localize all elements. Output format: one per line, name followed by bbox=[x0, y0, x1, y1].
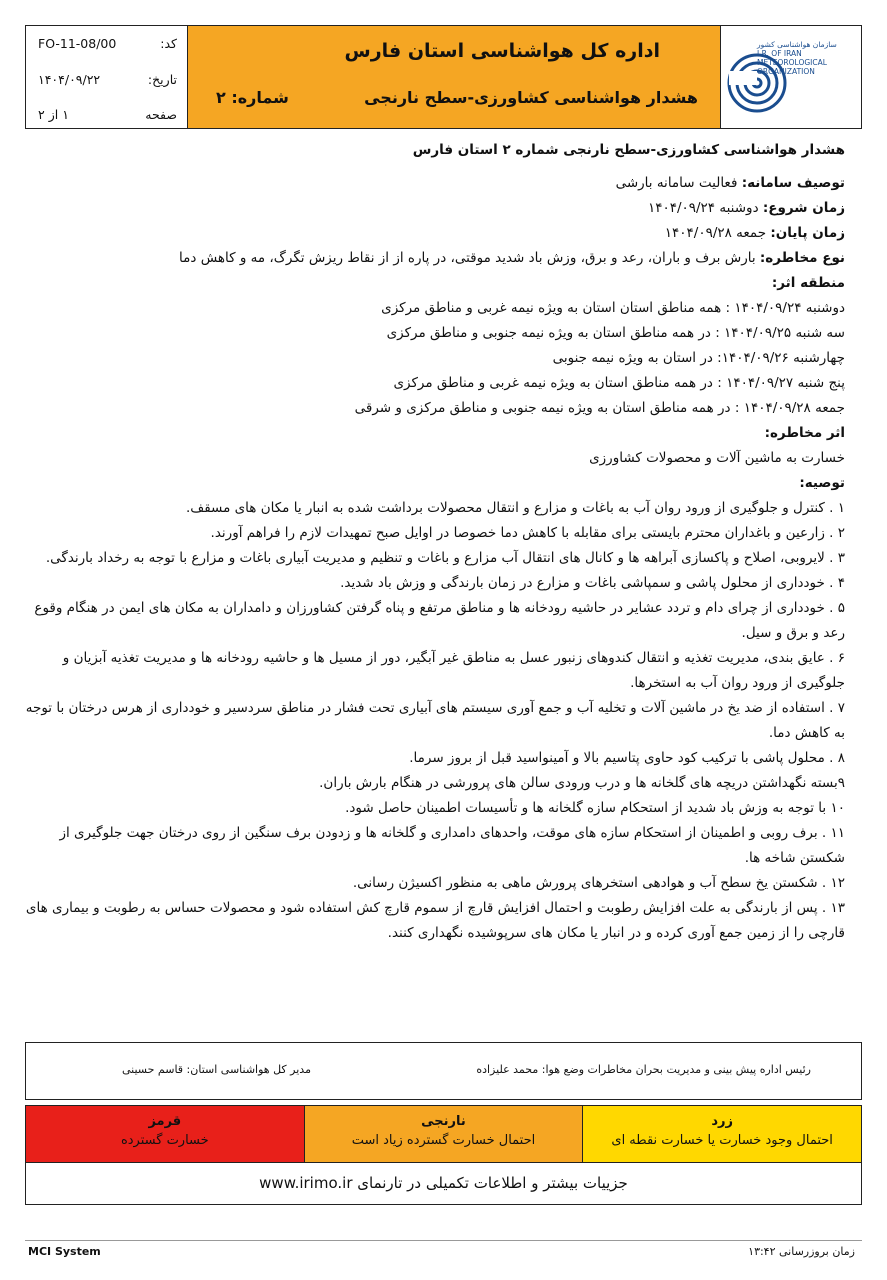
area-label: منطقه اثر: bbox=[771, 275, 845, 291]
area-item: جمعه ۱۴۰۴/۰۹/۲۸ : در همه مناطق استان به ویژه نیمه جنوبی و مناطق مرکزی و شرقی bbox=[354, 400, 845, 416]
effect-label: اثر مخاطره: bbox=[764, 425, 845, 441]
advice-item: ۶ . عایق بندی، مدیریت تغذیه و انتقال کندوهای زنبور عسل به مناطق غیر آبگیر، دور از مسیل ها و حاشیه رودخانه ها و مدیریت تغذیه آبزیان و جلوگیری از ورود روان آب به استخرها. bbox=[62, 650, 845, 691]
area-item: دوشنبه ۱۴۰۴/۰۹/۲۴ : همه مناطق استان استان به ویژه نیمه غربی و مناطق مرکزی bbox=[381, 300, 845, 316]
document-meta bbox=[26, 26, 188, 128]
advice-item: ۲ . زارعین و باغداران محترم بایستی برای مقابله با کاهش دما خصوصا در اوایل صبح تمهیدات لازم را فراهم آورند. bbox=[210, 525, 845, 541]
date-label: تاریخ: bbox=[147, 71, 177, 87]
legend-yellow-desc: احتمال وجود خسارت یا خسارت نقطه ای bbox=[611, 1133, 833, 1148]
area-item: سه شنبه ۱۴۰۴/۰۹/۲۵ : در همه مناطق استان به ویژه نیمه جنوبی و مناطق مرکزی bbox=[386, 325, 845, 341]
document-header bbox=[25, 25, 862, 129]
footer-divider bbox=[25, 1240, 862, 1241]
system-label: توصیف سامانه: bbox=[741, 175, 845, 191]
warning-number: شماره: ۲ bbox=[216, 88, 289, 107]
footer-system: MCI System bbox=[28, 1245, 101, 1258]
date-value: ۱۴۰۴/۰۹/۲۲ bbox=[38, 71, 101, 87]
start-label: زمان شروع: bbox=[762, 200, 845, 216]
signature-box bbox=[25, 1042, 862, 1100]
advice-label: توصیه: bbox=[799, 475, 845, 491]
end-value: جمعه ۱۴۰۴/۰۹/۲۸ bbox=[664, 225, 767, 241]
advice-item: ۸ . محلول پاشی با ترکیب کود حاوی پتاسیم بالا و آمینواسید قبل از بروز سرما. bbox=[409, 750, 845, 766]
logo-text-3: ORGANIZATION bbox=[757, 67, 815, 76]
page-label: صفحه bbox=[145, 107, 177, 122]
legend-red-title: قرمز bbox=[148, 1114, 182, 1129]
code-value: FO-11-08/00 bbox=[38, 36, 117, 51]
advice-item: ۱۰ با توجه به وزش باد شدید از استحکام سازه گلخانه ها و تأسیسات اطمینان حاصل شود. bbox=[345, 800, 845, 816]
advice-item: ۷ . استفاده از ضد یخ در ماشین آلات و تخلیه آب و جمع آوری سیستم های آبیاری تحت فشار در مناطق سردسیر و خودداری از هرس درختان با توجه به کاهش دما. bbox=[25, 700, 845, 741]
website-link[interactable]: جزییات بیشتر و اطلاعات تکمیلی در تارنمای www.irimo.ir bbox=[26, 1162, 861, 1205]
logo-text-fa: سازمان هواشناسی کشور bbox=[757, 40, 837, 49]
legend-orange-title: نارنجی bbox=[421, 1114, 466, 1129]
irimo-logo bbox=[721, 26, 861, 128]
header-title-block bbox=[188, 26, 721, 128]
footer-update-time: زمان بروزرسانی ۱۳:۴۲ bbox=[748, 1245, 855, 1258]
advice-item: ۳ . لایروبی، اصلاح و پاکسازی آبراهه ها و کانال های انتقال آب مزارع و باغات و تنظیم و مدیریت آبیاری باغات و مزارع با توجه به رخداد بارندگی. bbox=[45, 550, 845, 566]
system-value: فعالیت سامانه بارشی bbox=[615, 175, 738, 191]
advice-item: ۱۲ . شکستن یخ سطح آب و هوادهی استخرهای پرورش ماهی به منظور اکسیژن رسانی. bbox=[352, 875, 845, 891]
advice-item: ۱۳ . پس از بارندگی به علت افزایش رطوبت و احتمال افزایش قارچ از سموم قارچ کش استفاده شود و محصولات حساس به رطوبت و بیماری های قارچی را از زمین جمع آوری کرده و در انبار یا مکان های سرپوشیده نگهداری کنند. bbox=[25, 900, 845, 941]
legend-orange bbox=[304, 1106, 583, 1162]
advice-item: ۴ . خودداری از محلول پاشی و سمپاشی باغات و مزارع در زمان بارندگی و وزش باد شدید. bbox=[340, 575, 845, 591]
legend-orange-desc: احتمال خسارت گسترده زیاد است bbox=[351, 1133, 536, 1148]
effect-value: خسارت به ماشین آلات و محصولات کشاورزی bbox=[589, 450, 845, 466]
advice-item: ۹بسته نگهداشتن دریچه های گلخانه ها و درب ورودی سالن های پرورشی در هنگام بارش باران. bbox=[319, 775, 845, 791]
code-label: کد: bbox=[160, 36, 177, 51]
legend-yellow-title: زرد bbox=[711, 1114, 733, 1129]
start-value: دوشنبه ۱۴۰۴/۰۹/۲۴ bbox=[647, 200, 759, 216]
forecast-head-signature: رئیس اداره پیش بینی و مدیریت بحران مخاطرات وضع هوا: محمد علیزاده bbox=[476, 1063, 811, 1076]
advice-item: ۱۱ . برف روبی و اطمینان از استحکام سازه های موقت، واحدهای دامداری و گلخانه ها و زدودن برف سنگین از روی درختان جهت جلوگیری از شکستن شاخه ها. bbox=[59, 825, 845, 866]
warning-level-legend bbox=[25, 1105, 862, 1205]
hazard-label: نوع مخاطره: bbox=[759, 250, 845, 266]
warning-body bbox=[25, 138, 845, 946]
area-item: چهارشنبه ۱۴۰۴/۰۹/۲۶: در استان به ویژه نیمه جنوبی bbox=[552, 350, 845, 366]
director-signature: مدیر کل هواشناسی استان: قاسم حسینی bbox=[122, 1063, 311, 1076]
hazard-value: بارش برف و باران، رعد و برق، وزش باد شدید موقتی، در پاره از از نقاط ریزش تگرگ، مه و کاهش دما bbox=[179, 250, 756, 266]
warning-subtitle: هشدار هواشناسی کشاورزی-سطح نارنجی bbox=[364, 88, 698, 107]
end-label: زمان پایان: bbox=[770, 225, 845, 241]
logo-text-2: METEOROLOGICAL bbox=[757, 58, 827, 67]
legend-yellow bbox=[582, 1106, 861, 1162]
legend-red-desc: خسارت گسترده bbox=[120, 1133, 209, 1148]
body-heading: هشدار هواشناسی کشاورزی-سطح نارنجی شماره ۲ استان فارس bbox=[412, 142, 845, 158]
logo-text-1: I.R. OF IRAN bbox=[757, 49, 802, 58]
page-value: ۱ از ۲ bbox=[38, 107, 69, 122]
logo-text bbox=[757, 40, 837, 76]
page-title: اداره کل هواشناسی استان فارس bbox=[344, 40, 660, 62]
advice-item: ۵ . خودداری از چرای دام و تردد عشایر در حاشیه رودخانه ها و مناطق مرتفع و پناه گرفتن کشاورزان و دامداران به مکان های ایمن در هنگام وقوع رعد و برق و سیل. bbox=[34, 600, 845, 641]
advice-item: ۱ . کنترل و جلوگیری از ورود روان آب به باغات و مزارع و انتقال محصولات برداشت شده به انبار یا مکان های مسقف. bbox=[185, 500, 845, 516]
area-item: پنج شنبه ۱۴۰۴/۰۹/۲۷ : در همه مناطق استان به ویژه نیمه غربی و مناطق مرکزی bbox=[393, 375, 845, 391]
legend-red bbox=[26, 1106, 304, 1162]
